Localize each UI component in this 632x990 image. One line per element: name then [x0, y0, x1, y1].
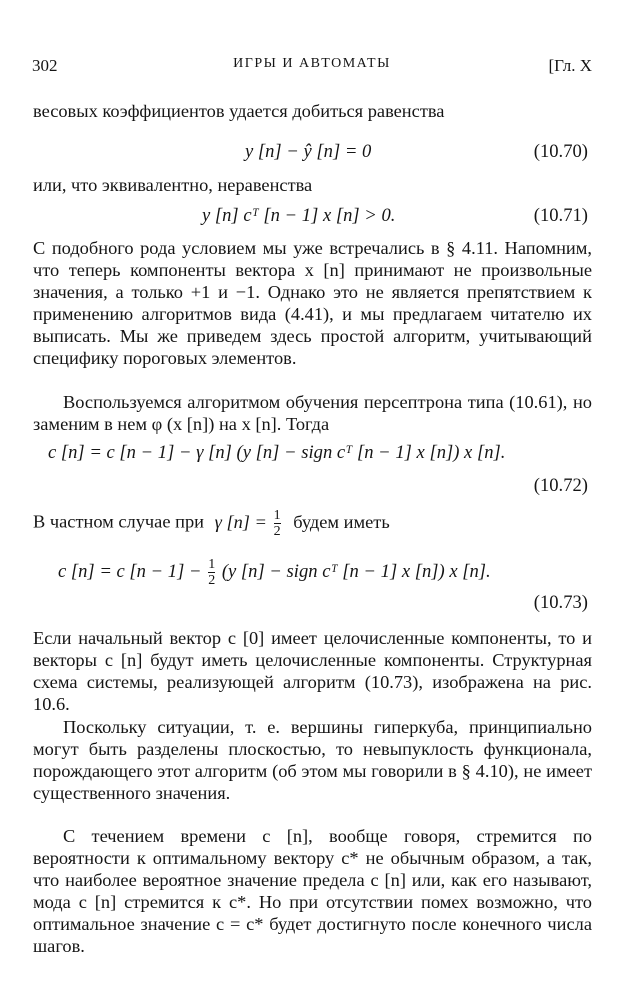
equation-body: y [n] − ŷ [n] = 0 [245, 141, 372, 162]
paragraph-5 [33, 508, 592, 539]
fraction-denominator: 2 [273, 524, 281, 539]
page-number: 302 [32, 56, 58, 75]
paragraph-1: весовых коэффициентов удается добиться равенства [33, 101, 445, 121]
equation-10-70 [40, 141, 588, 167]
equation-part-b: (y [n] − sign cᵀ [n − 1] x [n]) x [n]. [221, 560, 491, 582]
equation-body: c [n] = c [n − 1] − γ [n] (y [n] − sign cᵀ [n − 1] x [n]) x [n]. [48, 442, 506, 463]
equation-number: (10.73) [533, 592, 588, 613]
chapter-marker: [Гл. X [548, 56, 592, 75]
paragraph-5-tail: будем иметь [293, 511, 390, 532]
equation-10-72-number-row [40, 475, 588, 501]
fraction-one-half [274, 508, 281, 539]
equation-10-72 [48, 442, 588, 468]
equation-body: y [n] cᵀ [n − 1] x [n] > 0. [202, 205, 396, 226]
fraction-one-half [208, 557, 215, 588]
equation-number: (10.71) [533, 205, 588, 226]
gamma-expression: γ [n] = [214, 511, 267, 532]
paragraph-2: или, что эквивалентно, неравенства [33, 175, 313, 195]
equation-10-71 [40, 205, 588, 231]
paragraph-5-text: В частном случае при [33, 511, 204, 532]
paragraph-3: С подобного рода условием мы уже встречались в § 4.11. Напомним, что теперь компоненты вектора x [n] принимают не произвольные значения, а только +1 и −1. Однако это не является препятствием к применению алгоритмов вида (4.41), и мы предлагаем читателю их выписать. Мы же приведем здесь простой алгоритм, учитывающий специфику пороговых элементов. [33, 238, 592, 368]
equation-number: (10.72) [533, 475, 588, 496]
running-title: ИГРЫ И АВТОМАТЫ [233, 56, 391, 71]
equation-body [58, 557, 491, 588]
fraction-denominator: 2 [208, 573, 216, 588]
paragraph-7: Поскольку ситуации, т. е. вершины гиперкуба, принципиально могут быть разделены плоскостью, то невыпуклость функционала, порождающего этот алгоритм (об этом мы говорили в § 4.10), не имеет существенного значения. [33, 717, 592, 803]
equation-10-73-number-row [40, 592, 588, 618]
fraction-numerator: 1 [208, 557, 216, 572]
paragraph-8: С течением времени c [n], вообще говоря, стремится по вероятности к оптимальному вектору c* не обычным образом, а так, что наиболее вероятное значение предела c [n] или, как его называют, мода c [n] стремится к c*. Но при отсутствии помех возможно, что оптимальное значение c = c* будет достигнуто после конечного числа шагов. [33, 826, 592, 956]
paragraph-6: Если начальный вектор c [0] имеет целочисленные компоненты, то и векторы c [n] будут иметь целочисленные компоненты. Структурная схема системы, реализующей алгоритм (10.73), изображена на рис. 10.6. [33, 628, 592, 714]
paragraph-4: Воспользуемся алгоритмом обучения персептрона типа (10.61), но заменим в нем φ (x [n]) на x [n]. Тогда [33, 392, 592, 434]
running-header [32, 56, 592, 80]
fraction-numerator: 1 [273, 508, 281, 523]
equation-part-a: c [n] = c [n − 1] − [58, 560, 202, 582]
equation-number: (10.70) [533, 141, 588, 162]
equation-10-73 [58, 551, 588, 588]
